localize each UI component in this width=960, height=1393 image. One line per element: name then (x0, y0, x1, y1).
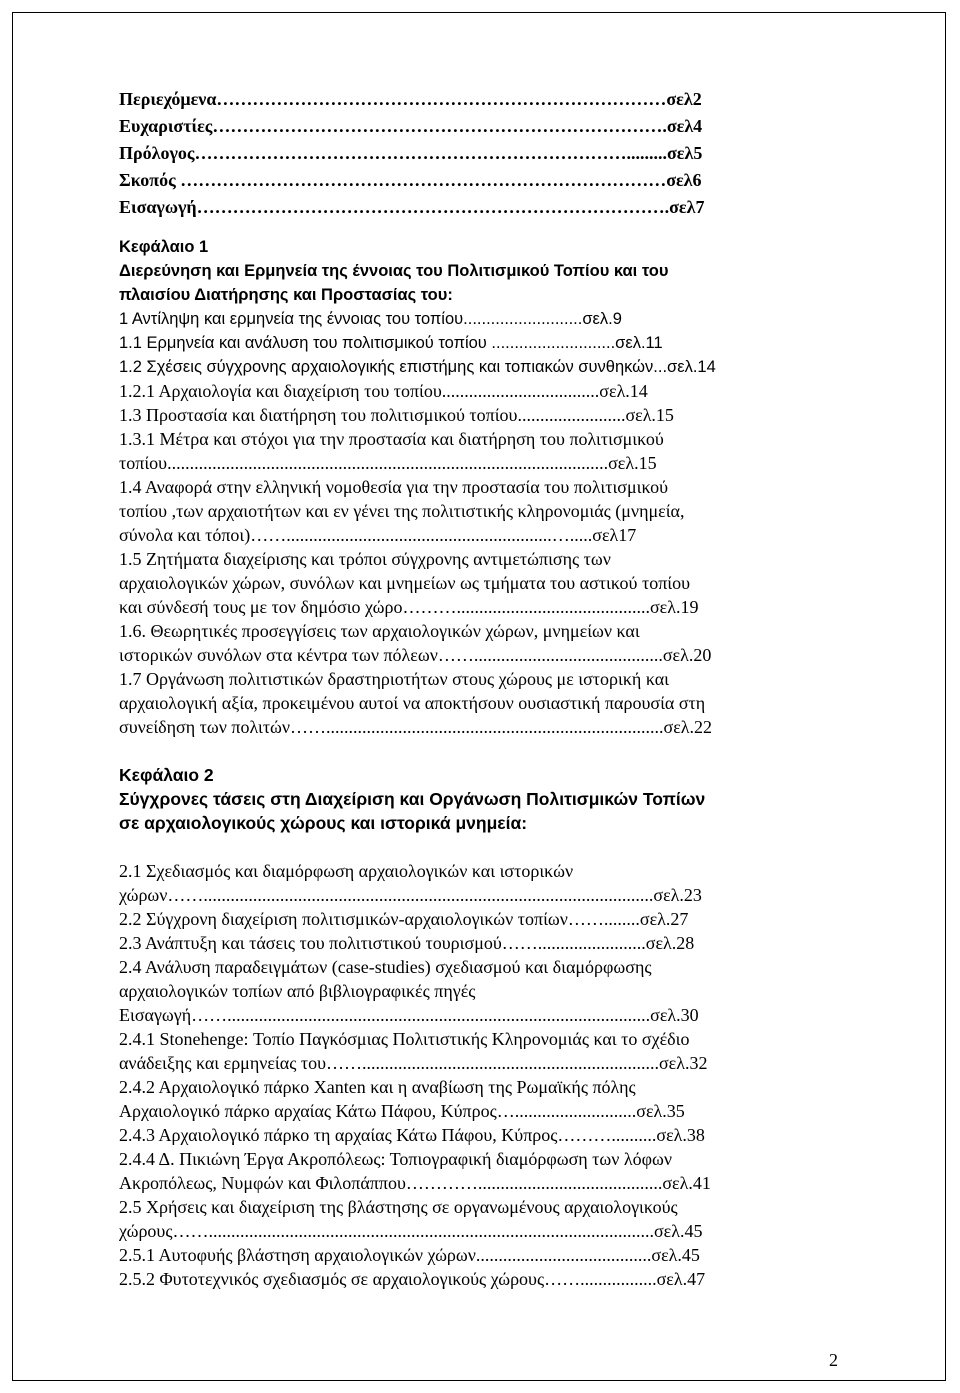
page-number: 2 (829, 1350, 838, 1370)
chapter2-heading: Κεφάλαιο 2 (119, 765, 214, 785)
toc-entry-2-5-cont: χώρους……...................................................................................................σελ.45 (119, 1221, 703, 1241)
toc-entry-1-7-cont: αρχαιολογική αξία, προκειμένου αυτοί να αποκτήσουν ουσιαστική παρουσία στη (119, 693, 706, 713)
toc-entry-1-5-cont: και σύνδεσή τους με τον δημόσιο χώρο………...........................................σελ.19 (119, 597, 699, 617)
toc-entry-1-6: 1.6. Θεωρητικές προσεγγίσεις των αρχαιολογικών χώρων, μνημείων και (119, 621, 640, 641)
toc-entry-1-1: 1.1 Ερμηνεία και ανάλυση του πολιτισμικού τοπίου ...........................σελ.11 (119, 334, 663, 352)
toc-front-1: Περιεχόμενα…………………………………………………………………σελ2 (119, 89, 702, 109)
toc-entry-1-3: 1.3 Προστασία και διατήρηση του πολιτισμικού τοπίου........................σελ.15 (119, 405, 674, 425)
toc-front-5: Εισαγωγή…………………………………………………………………….σελ7 (119, 197, 705, 217)
chapter1-title-1: Διερεύνηση και Ερμηνεία της έννοιας του Πολιτισμικού Τοπίου και του (119, 262, 669, 280)
chapter1-heading: Κεφάλαιο 1 (119, 238, 209, 256)
toc-entry-2-4-1-cont: ανάδειξης και ερμηνείας του……..................................................................σελ.32 (119, 1053, 708, 1073)
toc-entry-1-7: 1.7 Οργάνωση πολιτιστικών δραστηριοτήτων στους χώρους με ιστορική και (119, 669, 670, 689)
toc-entry-1-5: 1.5 Ζητήματα διαχείρισης και τρόποι σύγχρονης αντιμετώπισης των (119, 549, 611, 569)
toc-entry-2-4-intro: Εισαγωγή……..............................................................................................σελ.30 (119, 1005, 699, 1025)
chapter2-title-2: σε αρχαιολογικούς χώρους και ιστορικά μνημεία: (119, 813, 528, 833)
toc-entry-2-5-2: 2.5.2 Φυτοτεχνικός σχεδιασμός σε αρχαιολογικούς χώρους…….................σελ.47 (119, 1269, 706, 1289)
toc-entry-1-2-1: 1.2.1 Αρχαιολογία και διαχείριση του τοπίου...................................σελ.14 (119, 381, 648, 401)
toc-entry-1-7-cont: συνείδηση των πολιτών……...........................................................................σελ.22 (119, 717, 713, 737)
toc-entry-2-4: 2.4 Ανάλυση παραδειγμάτων (case-studies) σχεδιασμού και διαμόρφωσης (119, 957, 652, 977)
toc-entry-1: 1 Αντίληψη και ερμηνεία της έννοιας του τοπίου..........................σελ.9 (119, 310, 622, 328)
toc-entry-1-6-cont: ιστορικών συνόλων στα κέντρα των πόλεων……..........................................σελ.20 (119, 645, 712, 665)
toc-entry-2-4-1: 2.4.1 Stonehenge: Τοπίο Παγκόσμιας Πολιτιστικής Κληρονομιάς και το σχέδιο (119, 1029, 690, 1049)
toc-entry-2-4-cont: αρχαιολογικών τοπίων από βιβλιογραφικές πηγές (119, 981, 476, 1001)
toc-entry-2-5: 2.5 Χρήσεις και διαχείριση της βλάστησης σε οργανωμένους αρχαιολογικούς (119, 1197, 678, 1217)
toc-entry-2-4-2: 2.4.2 Αρχαιολογικό πάρκο Xanten και η αναβίωση της Ρωμαϊκής πόλης (119, 1077, 636, 1097)
toc-entry-2-4-3: 2.4.3 Αρχαιολογικό πάρκο τη αρχαίας Κάτω Πάφου, Κύπρος………..........σελ.38 (119, 1125, 705, 1145)
toc-entry-2-1: 2.1 Σχεδιασμός και διαμόρφωση αρχαιολογικών και ιστορικών (119, 861, 574, 881)
toc-front-3: Πρόλογος……………………………………………………………….........σελ5 (119, 143, 703, 163)
toc-entry-1-4: 1.4 Αναφορά στην ελληνική νομοθεσία για την προστασία του πολιτισμικού (119, 477, 669, 497)
toc-entry-1-5-cont: αρχαιολογικών χώρων, συνόλων και μνημείων ως τμήματα του αστικού τοπίου (119, 573, 691, 593)
toc-entry-2-4-4: 2.4.4 Δ. Πικιώνη Έργα Ακροπόλεως: Τοπιογραφική διαμόρφωση των λόφων (119, 1149, 673, 1169)
toc-entry-1-2: 1.2 Σχέσεις σύγχρονης αρχαιολογικής επιστήμης και τοπιακών συνθηκών...σελ.14 (119, 358, 716, 376)
chapter1-title-2: πλαισίου Διατήρησης και Προστασίας του: (119, 286, 453, 304)
toc-entry-1-3-1-cont: τοπίου..................................................................................................σελ.15 (119, 453, 657, 473)
toc-entry-1-4-cont: σύνολα και τόποι)……...........................................................….....σελ17 (119, 525, 637, 545)
toc-entry-2-4-4-cont: Ακροπόλεως, Νυμφών και Φιλοπάππου………….........................................σελ.41 (119, 1173, 711, 1193)
toc-front-4: Σκοπός ………………………………………………………………………σελ6 (119, 170, 702, 190)
chapter2-title-1: Σύγχρονες τάσεις στη Διαχείριση και Οργάνωση Πολιτισμικών Τοπίων (119, 789, 706, 809)
toc-entry-2-1-cont: χώρων……....................................................................................................σελ.23 (119, 885, 702, 905)
toc-entry-1-3-1: 1.3.1 Μέτρα και στόχοι για την προστασία και διατήρηση του πολιτισμικού (119, 429, 664, 449)
toc-entry-2-5-1: 2.5.1 Αυτοφυής βλάστηση αρχαιολογικών χώρων.......................................σελ.45 (119, 1245, 700, 1265)
toc-entry-2-3: 2.3 Ανάπτυξη και τάσεις του πολιτιστικού τουρισμού……........................σελ.28 (119, 933, 695, 953)
toc-entry-2-4-2-cont: Αρχαιολογικό πάρκο αρχαίας Κάτω Πάφου, Κύπρος…...........................σελ.35 (119, 1101, 685, 1121)
toc-entry-2-2: 2.2 Σύγχρονη διαχείριση πολιτισμικών-αρχαιολογικών τοπίων……........σελ.27 (119, 909, 689, 929)
toc-front-2: Ευχαριστίες………………………………………………………………….σελ4 (119, 116, 703, 136)
toc-entry-1-4-cont: τοπίου ,των αρχαιοτήτων και εν γένει της πολιτιστικής κληρονομιάς (μνημεία, (119, 501, 685, 521)
